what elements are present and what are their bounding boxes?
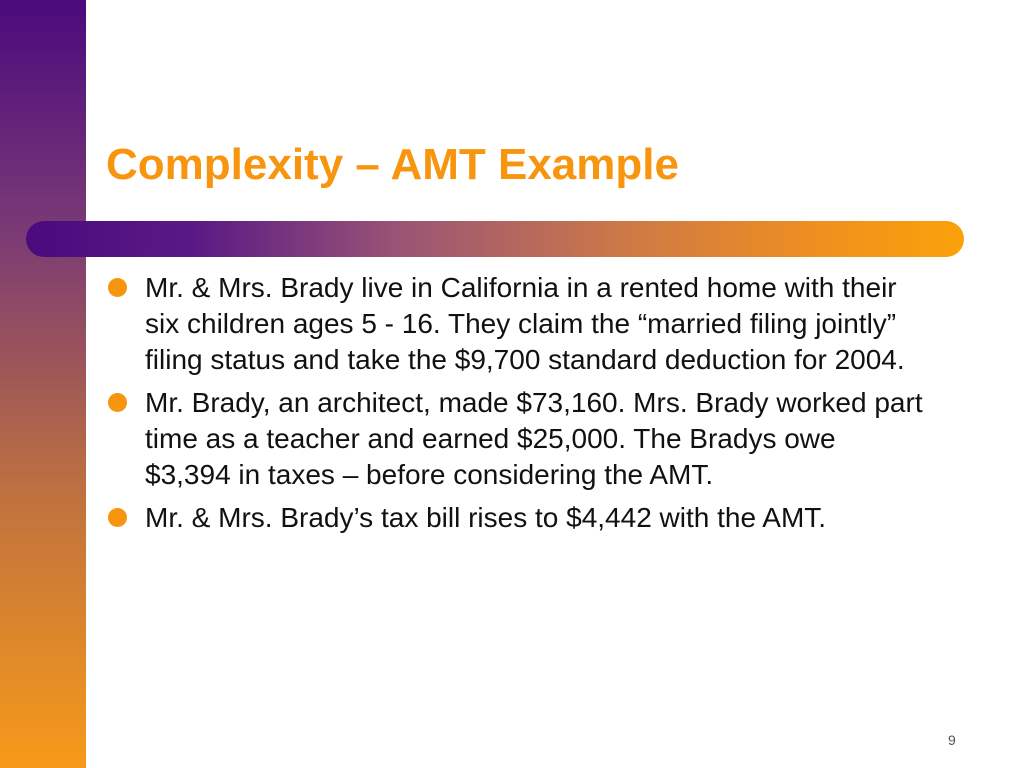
bullet-item	[108, 500, 928, 536]
bullet-text: Mr. & Mrs. Brady live in California in a rented home with their six children ages 5 - 16. They claim the “married filing jointly” filing status and take the $9,700 standard deduction for 2004.	[145, 272, 905, 375]
page-number: 9	[948, 732, 956, 748]
bullet-text: Mr. & Mrs. Brady’s tax bill rises to $4,442 with the AMT.	[145, 502, 827, 533]
bullet-dot-icon	[108, 508, 127, 527]
decorative-side-bar	[0, 0, 86, 768]
bullet-dot-icon	[108, 278, 127, 297]
bullet-dot-icon	[108, 393, 127, 412]
title-divider-bar	[26, 221, 964, 257]
bullet-item	[108, 270, 928, 378]
bullet-text: Mr. Brady, an architect, made $73,160. Mrs. Brady worked part time as a teacher and earned $25,000. The Bradys owe $3,394 in taxes – before considering the AMT.	[145, 387, 923, 490]
bullet-list	[108, 270, 928, 543]
slide-title: Complexity – AMT Example	[106, 140, 679, 189]
bullet-item	[108, 385, 928, 493]
